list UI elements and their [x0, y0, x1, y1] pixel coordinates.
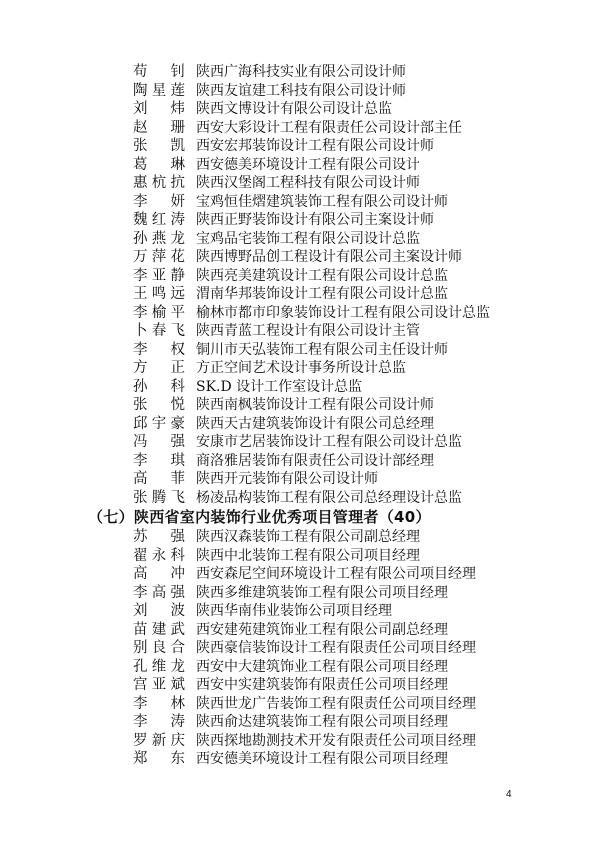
project-manager-list — [0, 528, 600, 769]
organization-title: 陕西广海科技实业有限公司设计师 — [196, 64, 406, 81]
list-item — [0, 639, 600, 658]
list-item — [0, 267, 600, 286]
person-name: 李 妍 — [133, 193, 185, 210]
list-item — [0, 415, 600, 434]
person-name: 李 权 — [133, 341, 185, 358]
person-name: 冯 强 — [133, 434, 185, 451]
organization-title: 陕西南枫装饰设计工程有限公司设计师 — [196, 397, 434, 414]
person-name: 李榆平 — [133, 304, 185, 321]
list-item — [0, 82, 600, 101]
organization-title: 陕西正野装饰设计有限公司主案设计师 — [196, 212, 434, 229]
person-name: 李 林 — [133, 695, 185, 712]
list-item — [0, 137, 600, 156]
person-name: 苟 钊 — [133, 64, 185, 81]
person-name: 陶星莲 — [133, 82, 185, 99]
list-item — [0, 732, 600, 751]
person-name: 高 菲 — [133, 471, 185, 488]
organization-title: 陕西汉森装饰工程有限公司副总经理 — [196, 529, 420, 546]
organization-title: 杨凌品构装饰工程有限公司总经理设计总监 — [196, 489, 462, 506]
person-name: 李亚静 — [133, 267, 185, 284]
list-item — [0, 230, 600, 249]
person-name: 李 涛 — [133, 714, 185, 731]
organization-title: 陕西多维建筑装饰工程有限公司项目经理 — [196, 584, 448, 601]
person-name: 张腾飞 — [133, 489, 185, 506]
list-item — [0, 676, 600, 695]
designer-list — [0, 63, 600, 507]
person-name: 孙燕龙 — [133, 230, 185, 247]
organization-title: 陕西天古建筑装饰设计有限公司总经理 — [196, 415, 434, 432]
organization-title: 安康市艺居装饰设计工程有限公司设计总监 — [196, 434, 462, 451]
person-name: 邱宇豪 — [133, 415, 185, 432]
organization-title: 西安大彩设计工程有限责任公司设计部主任 — [196, 119, 462, 136]
organization-title: 渭南华邦装饰设计工程有限公司设计总监 — [196, 286, 448, 303]
organization-title: 西安建苑建筑饰业工程有限公司副总经理 — [196, 621, 448, 638]
section-heading: （七）陕西省室内装饰行业优秀项目管理者（40） — [88, 508, 431, 526]
list-item — [0, 452, 600, 471]
list-item — [0, 750, 600, 769]
person-name: 刘 波 — [133, 603, 185, 620]
list-item — [0, 433, 600, 452]
list-item — [0, 658, 600, 677]
list-item — [0, 695, 600, 714]
person-name: 魏红涛 — [133, 212, 185, 229]
person-name: 赵 珊 — [133, 119, 185, 136]
list-item — [0, 174, 600, 193]
person-name: 苗建武 — [133, 621, 185, 638]
list-item — [0, 119, 600, 138]
organization-title: 榆林市都市印象装饰设计工程有限公司设计总监 — [196, 304, 490, 321]
person-name: 张 凯 — [133, 138, 185, 155]
list-item — [0, 621, 600, 640]
person-name: 郑 东 — [133, 751, 185, 768]
list-item — [0, 547, 600, 566]
organization-title: 陕西探地勘测技术开发有限责任公司项目经理 — [196, 732, 476, 749]
person-name: 高 冲 — [133, 566, 185, 583]
organization-title: 陕西开元装饰有限公司设计师 — [196, 471, 378, 488]
organization-title: 西安德美环境设计工程有限公司设计 — [196, 156, 420, 173]
person-name: 王鸣远 — [133, 286, 185, 303]
organization-title: 陕西青蓝工程设计有限公司设计主管 — [196, 323, 420, 340]
organization-title: 陕西亮美建筑设计工程有限公司设计总监 — [196, 267, 448, 284]
list-item — [0, 378, 600, 397]
list-item — [0, 584, 600, 603]
organization-title: 陕西豪信装饰设计工程有限责任公司项目经理 — [196, 640, 476, 657]
list-item — [0, 602, 600, 621]
person-name: 葛 琳 — [133, 156, 185, 173]
list-item — [0, 156, 600, 175]
organization-title: 铜川市天弘装饰工程有限公司主任设计师 — [196, 341, 448, 358]
person-name: 翟永科 — [133, 547, 185, 564]
person-name: 刘 炜 — [133, 101, 185, 118]
person-name: 宫亚斌 — [133, 677, 185, 694]
list-item — [0, 396, 600, 415]
person-name: 孙 科 — [133, 378, 185, 395]
person-name: 李高强 — [133, 584, 185, 601]
list-item — [0, 359, 600, 378]
organization-title: 方正空间艺术设计事务所设计总监 — [196, 360, 406, 377]
person-name: 万萍花 — [133, 249, 185, 266]
organization-title: 西安中大建筑饰业工程有限公司项目经理 — [196, 658, 448, 675]
list-item — [0, 211, 600, 230]
list-item — [0, 528, 600, 547]
organization-title: 陕西友谊建工科技有限公司设计师 — [196, 82, 406, 99]
person-name: 孔维龙 — [133, 658, 185, 675]
person-name: 张 悦 — [133, 397, 185, 414]
list-item — [0, 248, 600, 267]
list-item — [0, 193, 600, 212]
organization-title: 陕西文博设计有限公司设计总监 — [196, 101, 392, 118]
person-name: 别良合 — [133, 640, 185, 657]
list-item — [0, 63, 600, 82]
organization-title: 陕西华南伟业装饰公司项目经理 — [196, 603, 392, 620]
list-item — [0, 341, 600, 360]
organization-title: 西安德美环境设计工程有限公司项目经理 — [196, 751, 448, 768]
organization-title: 陕西汉堡阁工程科技有限公司设计师 — [196, 175, 420, 192]
list-item — [0, 304, 600, 323]
list-item — [0, 285, 600, 304]
person-name: 罗新庆 — [133, 732, 185, 749]
organization-title: 宝鸡品宅装饰工程有限公司设计总监 — [196, 230, 420, 247]
list-item — [0, 565, 600, 584]
organization-title: 商洛雅居装饰有限责任公司设计部经理 — [196, 452, 434, 469]
organization-title: 宝鸡恒佳熠建筑装饰工程有限公司设计师 — [196, 193, 448, 210]
page-number: 4 — [506, 789, 512, 800]
list-item — [0, 100, 600, 119]
list-item — [0, 322, 600, 341]
organization-title: 西安宏邦装饰设计工程有限公司设计师 — [196, 138, 434, 155]
person-name: 惠杭抗 — [133, 175, 185, 192]
person-name: 李 琪 — [133, 452, 185, 469]
person-name: 方 正 — [133, 360, 185, 377]
list-item — [0, 713, 600, 732]
organization-title: 陕西世龙广告装饰工程有限责任公司项目经理 — [196, 695, 476, 712]
list-item — [0, 470, 600, 489]
organization-title: 西安中实建筑装饰有限责任公司项目经理 — [196, 677, 448, 694]
organization-title: 陕西俞达建筑装饰工程有限公司项目经理 — [196, 714, 448, 731]
organization-title: SK.D 设计工作室设计总监 — [196, 378, 363, 395]
person-name: 卜春飞 — [133, 323, 185, 340]
list-item — [0, 489, 600, 508]
organization-title: 陕西中北装饰工程有限公司项目经理 — [196, 547, 420, 564]
organization-title: 西安森尼空间环境设计工程有限公司项目经理 — [196, 566, 476, 583]
person-name: 苏 强 — [133, 529, 185, 546]
organization-title: 陕西博野品创工程设计有限公司主案设计师 — [196, 249, 462, 266]
